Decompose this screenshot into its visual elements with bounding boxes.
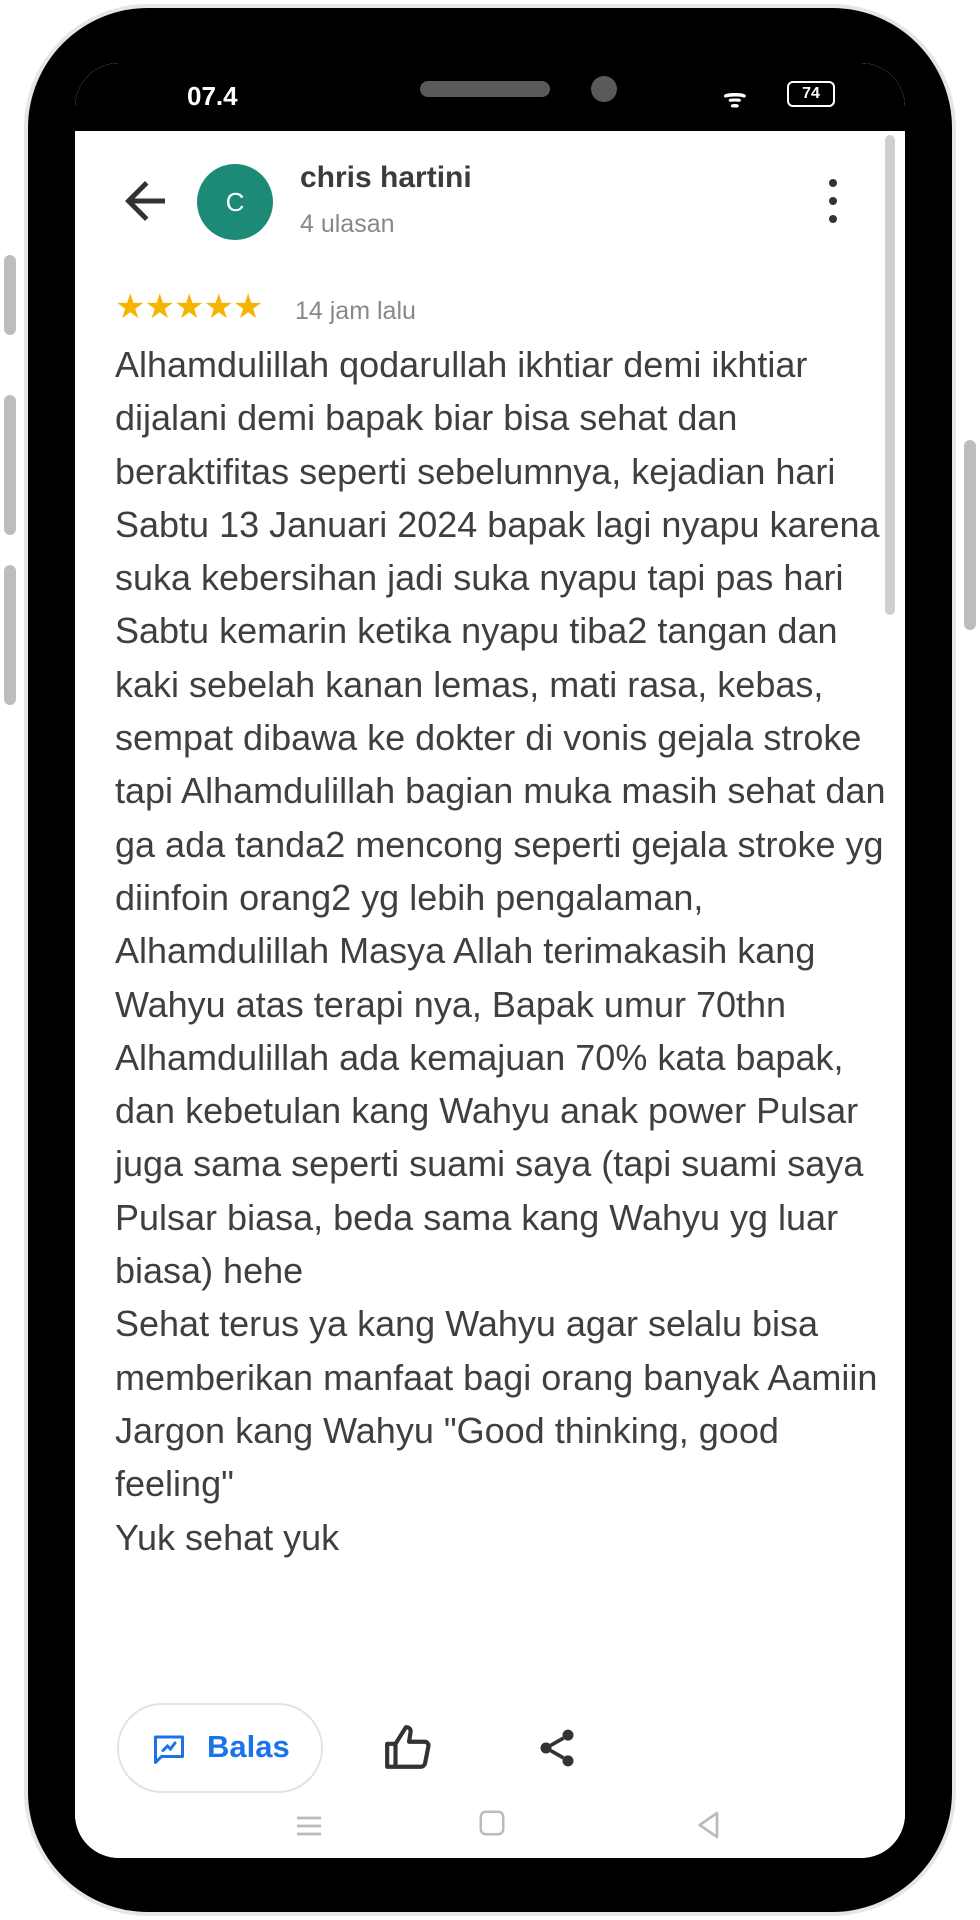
review-header <box>75 131 905 281</box>
thumbs-up-icon[interactable] <box>383 1723 433 1773</box>
power-button <box>964 440 976 630</box>
home-icon[interactable] <box>477 1808 507 1838</box>
star-rating-icon: ★★★★★ <box>115 288 263 326</box>
avatar[interactable] <box>197 164 273 240</box>
share-icon[interactable] <box>535 1723 579 1773</box>
menu-icon[interactable] <box>293 1808 325 1844</box>
battery-icon <box>787 81 835 107</box>
screen <box>75 63 905 1858</box>
back-triangle-icon[interactable] <box>693 1808 725 1842</box>
front-camera <box>591 76 617 102</box>
phone-frame <box>28 8 952 1912</box>
reply-button[interactable] <box>117 1703 323 1793</box>
review-count: 4 ulasan <box>300 210 395 238</box>
review-paragraph: Sehat terus ya kang Wahyu agar selalu bisa memberikan manfaat bagi orang banyak Aamiin <box>115 1303 878 1398</box>
review-actions <box>75 1703 905 1803</box>
avatar-letter: C <box>225 187 245 217</box>
back-arrow-icon[interactable] <box>115 171 175 231</box>
volume-down-button <box>4 395 16 535</box>
more-options-icon[interactable] <box>813 173 853 229</box>
review-time: 14 jam lalu <box>295 297 416 325</box>
earpiece <box>420 81 550 97</box>
status-bar <box>75 63 905 131</box>
review-text <box>115 338 890 1564</box>
side-button-3 <box>4 565 16 705</box>
reply-label: Balas <box>207 1729 290 1764</box>
review-paragraph: Alhamdulillah qodarullah ikhtiar demi ikhtiar dijalani demi bapak biar bisa sehat dan beraktifitas seperti sebelumnya, kejadian hari Sabtu 13 Januari 2024 bapak lagi nyapu karena suka kebersihan jadi suka nyapu tapi pas hari Sabtu kemarin ketika nyapu tiba2 tangan dan kaki sebelah kanan lemas, mati rasa, kebas, sempat dibawa ke dokter di vonis gejala stroke tapi Alhamdulillah bagian muka masih sehat dan ga ada tanda2 mencong seperti gejala stroke yg diinfoin orang2 yg lebih pengalaman, Alhamdulillah Masya Allah terimakasih kang Wahyu atas terapi nya, Bapak umur 70thn Alhamdulillah ada kemajuan 70% kata bapak, dan kebetulan kang Wahyu anak power Pulsar juga sama seperti suami saya (tapi suami saya Pulsar biasa, beda sama kang Wahyu yg luar biasa) hehe <box>115 344 886 1292</box>
review-paragraph: Yuk sehat yuk <box>115 1516 340 1558</box>
reply-icon <box>149 1731 189 1767</box>
signal-icon: ᯤ <box>723 83 748 113</box>
volume-up-button <box>4 255 16 335</box>
reviewer-name[interactable]: chris hartini <box>300 161 472 194</box>
battery-level: 74 <box>802 85 820 102</box>
system-navbar <box>75 1803 905 1858</box>
status-time: 07.4 <box>187 81 238 111</box>
review-paragraph: Jargon kang Wahyu "Good thinking, good feeling" <box>115 1409 779 1505</box>
